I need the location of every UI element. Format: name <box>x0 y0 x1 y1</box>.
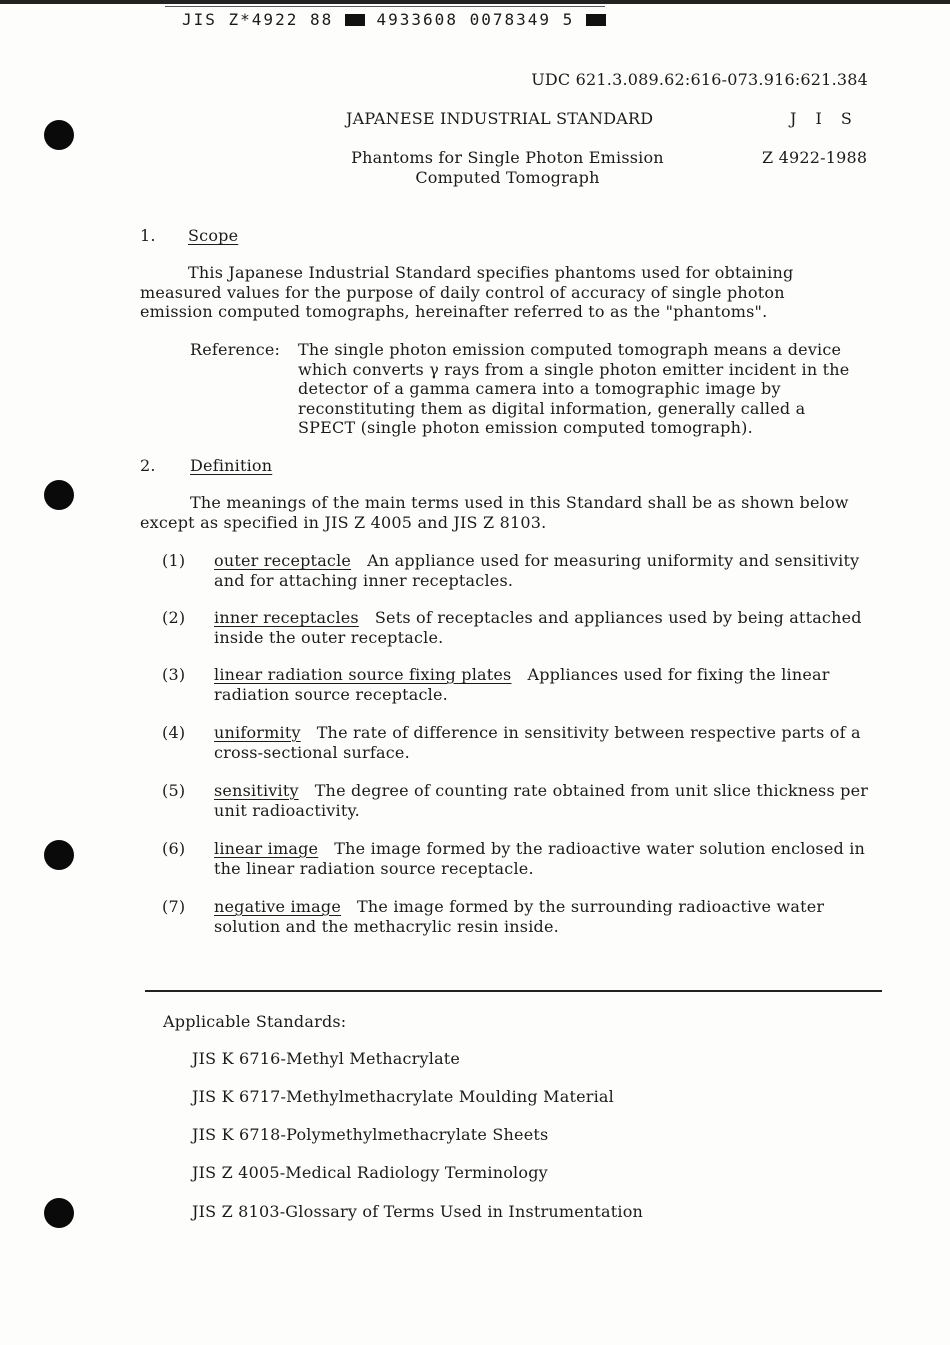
definition-term: linear radiation source fixing plates <box>214 665 512 684</box>
definition-term: outer receptacle <box>214 551 352 570</box>
definition-item-number: (3) <box>162 665 186 684</box>
applicable-standards-heading: Applicable Standards: <box>163 1012 347 1031</box>
definition-item-number: (1) <box>162 551 186 570</box>
binder-hole <box>44 480 74 510</box>
definition-text: The rate of difference in sensitivity between respective parts of a cross-sectional surface. <box>214 723 861 762</box>
standard-type: JAPANESE INDUSTRIAL STANDARD <box>346 109 654 128</box>
section-number: 1. <box>140 226 156 245</box>
definition-term: negative image <box>214 897 342 916</box>
header-code-number: 4933608 0078349 5 <box>376 10 575 29</box>
binder-hole <box>44 1198 74 1228</box>
section-heading-scope: Scope <box>188 226 239 245</box>
section-number: 2. <box>140 456 156 475</box>
applicable-standard-item: JIS K 6716-Methyl Methacrylate <box>192 1049 461 1068</box>
definition-intro: The meanings of the main terms used in this Standard shall be as shown below except as specified in JIS Z 4005 and JIS Z 8103. <box>140 493 849 532</box>
reference-text: The single photon emission computed tomograph means a device which converts γ rays from a single photon emitter incident in the detector of a gamma camera into a tomographic image by reconstituting them as digital information, generally called a SPECT (single photon emission computed tomograph). <box>298 340 850 437</box>
footnote-divider <box>145 990 882 992</box>
header-code <box>182 10 606 29</box>
definition-term: linear image <box>214 839 319 858</box>
udc-code: UDC 621.3.089.62:616-073.916:621.384 <box>531 70 868 89</box>
definition-term: sensitivity <box>214 781 299 800</box>
applicable-standard-item: JIS Z 8103-Glossary of Terms Used in Instrumentation <box>192 1202 644 1221</box>
definition-text: Appliances used for fixing the linear radiation source receptacle. <box>214 665 830 704</box>
definition-text: The image formed by the surrounding radioactive water solution and the methacrylic resin inside. <box>214 897 825 936</box>
binder-hole <box>44 120 74 150</box>
header-code-text: JIS Z*4922 88 <box>182 10 334 29</box>
definition-item-number: (5) <box>162 781 186 800</box>
document-number: Z 4922-1988 <box>762 148 868 167</box>
definition-text: The degree of counting rate obtained from unit slice thickness per unit radioactivity. <box>214 781 869 820</box>
applicable-standard-item: JIS Z 4005-Medical Radiology Terminology <box>192 1163 548 1182</box>
definition-item-number: (7) <box>162 897 186 916</box>
definition-text: The image formed by the radioactive water solution enclosed in the linear radiation source receptacle. <box>214 839 866 878</box>
definition-text: Sets of receptacles and appliances used by being attached inside the outer receptacle. <box>214 608 862 647</box>
section-heading-definition: Definition <box>190 456 273 475</box>
redaction-block <box>345 14 365 26</box>
redaction-block <box>586 14 606 26</box>
scope-paragraph: This Japanese Industrial Standard specifies phantoms used for obtaining measured values for the purpose of daily control of accuracy of single photon emission computed tomographs, hereinafter referred to as the "phantoms". <box>140 263 794 321</box>
definition-item-number: (2) <box>162 608 186 627</box>
top-border-thin <box>165 6 605 7</box>
document-title <box>330 148 685 188</box>
applicable-standard-item: JIS K 6717-Methylmethacrylate Moulding Material <box>192 1087 614 1106</box>
document-title-line1: Phantoms for Single Photon Emission <box>351 148 664 167</box>
document-title-line2: Computed Tomograph <box>415 168 600 187</box>
definition-item-number: (6) <box>162 839 186 858</box>
definition-item-number: (4) <box>162 723 186 742</box>
applicable-standard-item: JIS K 6718-Polymethylmethacrylate Sheets <box>192 1125 549 1144</box>
definition-text: An appliance used for measuring uniformity and sensitivity and for attaching inner receptacles. <box>214 551 860 590</box>
definition-term: uniformity <box>214 723 301 742</box>
top-border <box>0 0 950 4</box>
jis-letters: J I S <box>790 109 859 128</box>
reference-label: Reference: <box>190 340 281 359</box>
binder-hole <box>44 840 74 870</box>
definition-term: inner receptacles <box>214 608 359 627</box>
